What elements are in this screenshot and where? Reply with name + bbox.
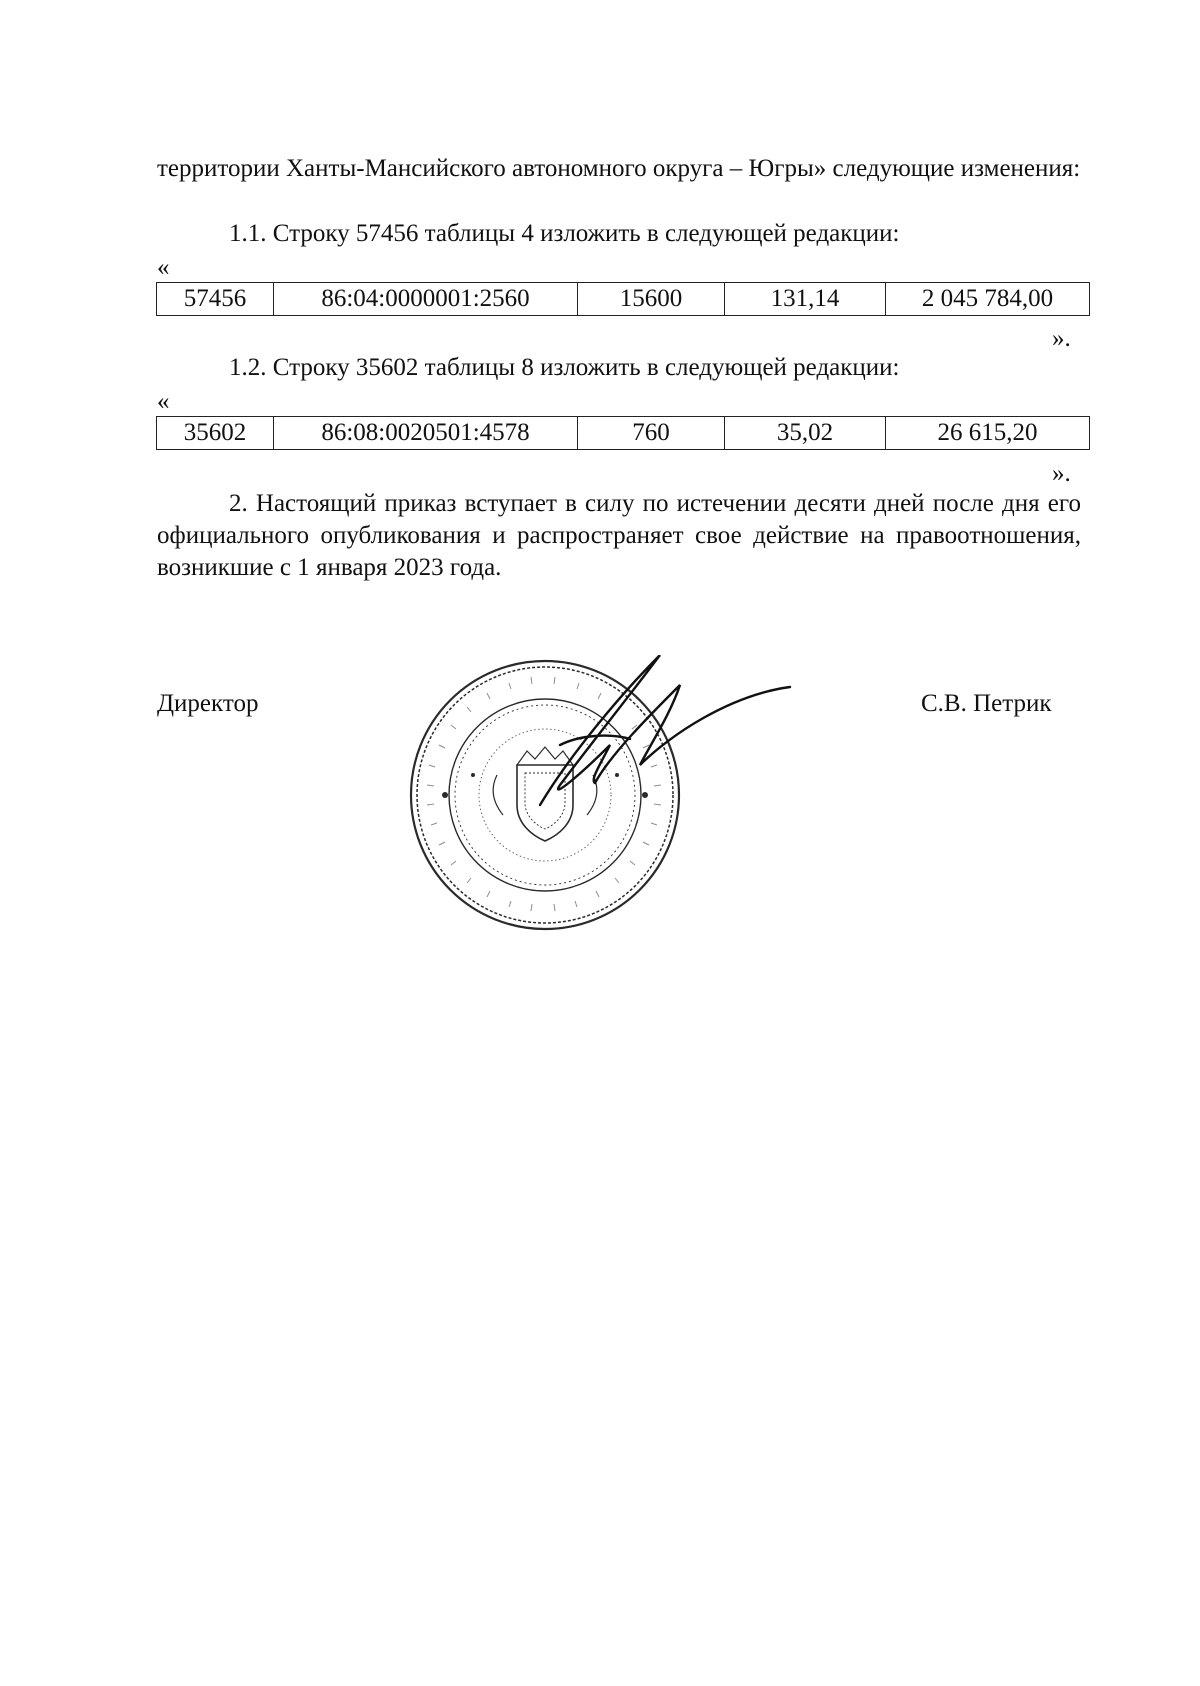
table-cell-cadastral-number: 86:08:0020501:4578 — [274, 417, 578, 450]
table-cell-area: 760 — [578, 417, 725, 450]
table-cell-cadastral-number: 86:04:0000001:2560 — [274, 283, 578, 316]
intro-paragraph: территории Ханты-Мансийского автономного округа – Югры» следующие изменения: — [157, 155, 1081, 182]
signatory-position: Директор — [157, 690, 259, 717]
handwritten-signature — [500, 655, 800, 825]
table-cell-row-number: 57456 — [157, 283, 274, 316]
item-1-1-open-quote: « — [157, 254, 170, 281]
table-cell-rate: 35,02 — [725, 417, 886, 450]
table-row — [157, 283, 1090, 316]
table-4-row — [156, 282, 1090, 316]
item-1-2-open-quote: « — [157, 388, 170, 415]
item-1-1-close-quote: ». — [1052, 325, 1071, 352]
item-1-2-close-quote: ». — [1052, 460, 1071, 487]
table-cell-rate: 131,14 — [725, 283, 886, 316]
item-1-2-text: 1.2. Строку 35602 таблицы 8 изложить в следующей редакции: — [229, 354, 900, 381]
table-cell-area: 15600 — [578, 283, 725, 316]
item-1-1-text: 1.1. Строку 57456 таблицы 4 изложить в следующей редакции: — [229, 220, 900, 247]
item-2-paragraph: 2. Настоящий приказ вступает в силу по истечении десяти дней после дня его официального опубликования и распространяет свое действие на правоотношения, возникшие с 1 января 2023 года. — [157, 490, 1081, 581]
table-cell-row-number: 35602 — [157, 417, 274, 450]
table-row — [157, 417, 1090, 450]
table-8-row — [156, 416, 1090, 450]
table-cell-value: 2 045 784,00 — [886, 283, 1090, 316]
table-cell-value: 26 615,20 — [886, 417, 1090, 450]
signatory-name: С.В. Петрик — [921, 690, 1052, 717]
